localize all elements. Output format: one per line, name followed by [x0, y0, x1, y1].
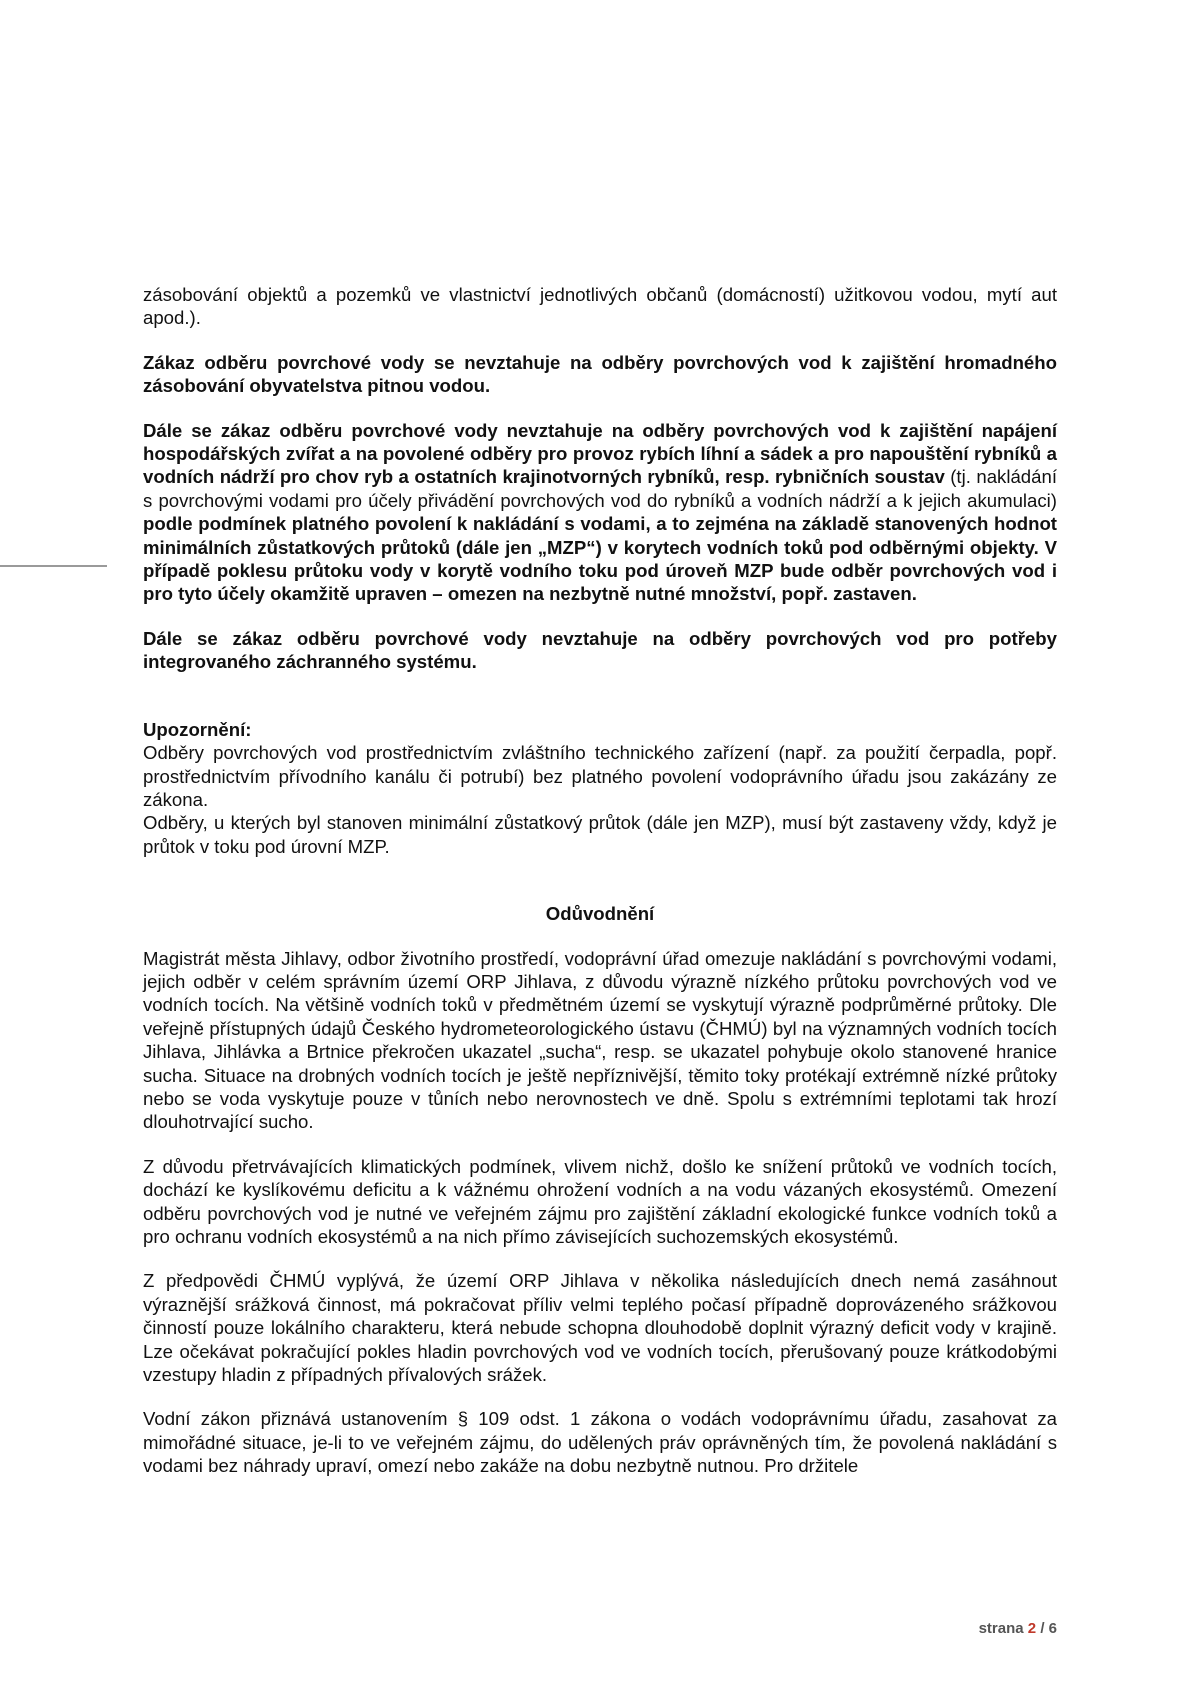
page-label: strana — [978, 1620, 1024, 1637]
total-pages: 6 — [1048, 1620, 1057, 1637]
exception-2-normal-b: (tj. nakládání s povrchovými vodami pro účely přivádění povrchových vod do rybníků a vodních nádrží a k jejich akumulaci) — [143, 466, 1057, 511]
warning-line-1: Odběry povrchových vod prostřednictvím zvláštního technického zařízení (např. za použití čerpadla, popř. prostřednictvím přívodního kanálu či potrubí) bez platného povolení vodoprávního úřadu jsou zakázány ze zákona. — [143, 742, 1057, 810]
justification-paragraph-2: Z důvodu přetrvávajících klimatických podmínek, vlivem nichž, došlo ke snížení průtoků ve vodních tocích, dochází ke kyslíkovému deficitu a k vážnému ohrožení vodních a na vodu vázaných ekosystémů. Omezení odběru povrchových vod je nutné ve veřejném zájmu pro zajištění základní ekologické funkce vodních toků a pro ochranu vodních ekosystémů a na nich přímo závisejících suchozemských ekosystémů. — [143, 1155, 1057, 1247]
exception-paragraph-1: Zákaz odběru povrchové vody se nevztahuje na odběry povrchových vod k zajištění hromadného zásobování obyvatelstva pitnou vodou. — [143, 351, 1057, 397]
exception-paragraph-2 — [143, 419, 1057, 606]
margin-mark — [0, 565, 107, 567]
exception-2-bold-c: podle podmínek platného povolení k nakládání s vodami, a to zejména na základě stanovených hodnot minimálních zůstatkových průtoků (dále jen „MZP“) v korytech vodních toků pod odběrnými objekty. V případě poklesu průtoku vody v korytě vodního toku pod úroveň MZP bude odběr povrchových vod i pro tyto účely okamžitě upraven – omezen na nezbytně nutné množství, popř. zastaven. — [143, 513, 1057, 605]
continuation-paragraph: zásobování objektů a pozemků ve vlastnictví jednotlivých občanů (domácností) užitkovou vodou, mytí aut apod.). — [143, 284, 1057, 329]
exception-2-bold-a: Dále se zákaz odběru povrchové vody nevztahuje na odběry povrchových vod k zajištění napájení hospodářských zvířat a na povolené odběry pro provoz rybích líhní a sádek a pro napouštění rybníků a vodních nádrží pro chov ryb a ostatních krajinotvorných rybníků, resp. rybničních soustav — [143, 419, 1057, 488]
justification-paragraph-1: Magistrát města Jihlavy, odbor životního prostředí, vodoprávní úřad omezuje nakládání s povrchovými vodami, jejich odběr v celém správním území ORP Jihlava, z důvodu výrazně nízkého průtoku povrchových vod ve vodních tocích. Na většině vodních toků v předmětném území se vyskytují výrazně podprůměrné průtoky. Dle veřejně přístupných údajů Českého hydrometeorologického ústavu (ČHMÚ) byl na významných vodních tocích Jihlava, Jihlávka a Brtnice překročen ukazatel „sucha“, resp. se ukazatel pohybuje okolo stanovené hranice sucha. Situace na drobných vodních tocích je ještě nepříznivější, těmito toky protékají extrémně nízké průtoky nebo se voda vyskytuje pouze v tůních nebo nerovnostech ve dně. Spolu s extrémními teplotami tak hrozí dlouhotrvající sucho. — [143, 947, 1057, 1133]
justification-paragraph-3: Z předpovědi ČHMÚ vyplývá, že území ORP Jihlava v několika následujících dnech nemá zasáhnout výraznější srážková činnost, má pokračovat příliv velmi teplého počasí případně doprovázeného srážkovou činností pouze lokálního charakteru, která nebude schopna dlouhodobě doplnit výrazný deficit vody v krajině. Lze očekávat pokračující pokles hladin povrchových vod ve vodních tocích, přerušovaný pouze krátkodobými vzestupy hladin z případných přívalových srážek. — [143, 1270, 1057, 1386]
current-page: 2 — [1027, 1620, 1037, 1637]
justification-paragraph-4: Vodní zákon přiznává ustanovením § 109 odst. 1 zákona o vodách vodoprávnímu úřadu, zasahovat za mimořádné situace, je-li to ve veřejném zájmu, do udělených práv oprávněných tím, že povolená nakládání s vodami bez náhrady upraví, omezí nebo zakáže na dobu nezbytně nutnou. Pro držitele — [143, 1408, 1057, 1477]
justification-heading: Odůvodnění — [545, 903, 655, 925]
warning-title: Upozornění: — [143, 718, 252, 740]
page-number — [979, 1620, 1057, 1637]
page-separator: / — [1040, 1620, 1045, 1637]
page-body — [143, 283, 1057, 1478]
exception-paragraph-3: Dále se zákaz odběru povrchové vody nevztahuje na odběry povrchových vod pro potřeby integrovaného záchranného systému. — [143, 627, 1057, 673]
warning-line-2: Odběry, u kterých byl stanoven minimální zůstatkový průtok (dále jen MZP), musí být zastaveny vždy, když je průtok v toku pod úrovní MZP. — [143, 812, 1057, 857]
